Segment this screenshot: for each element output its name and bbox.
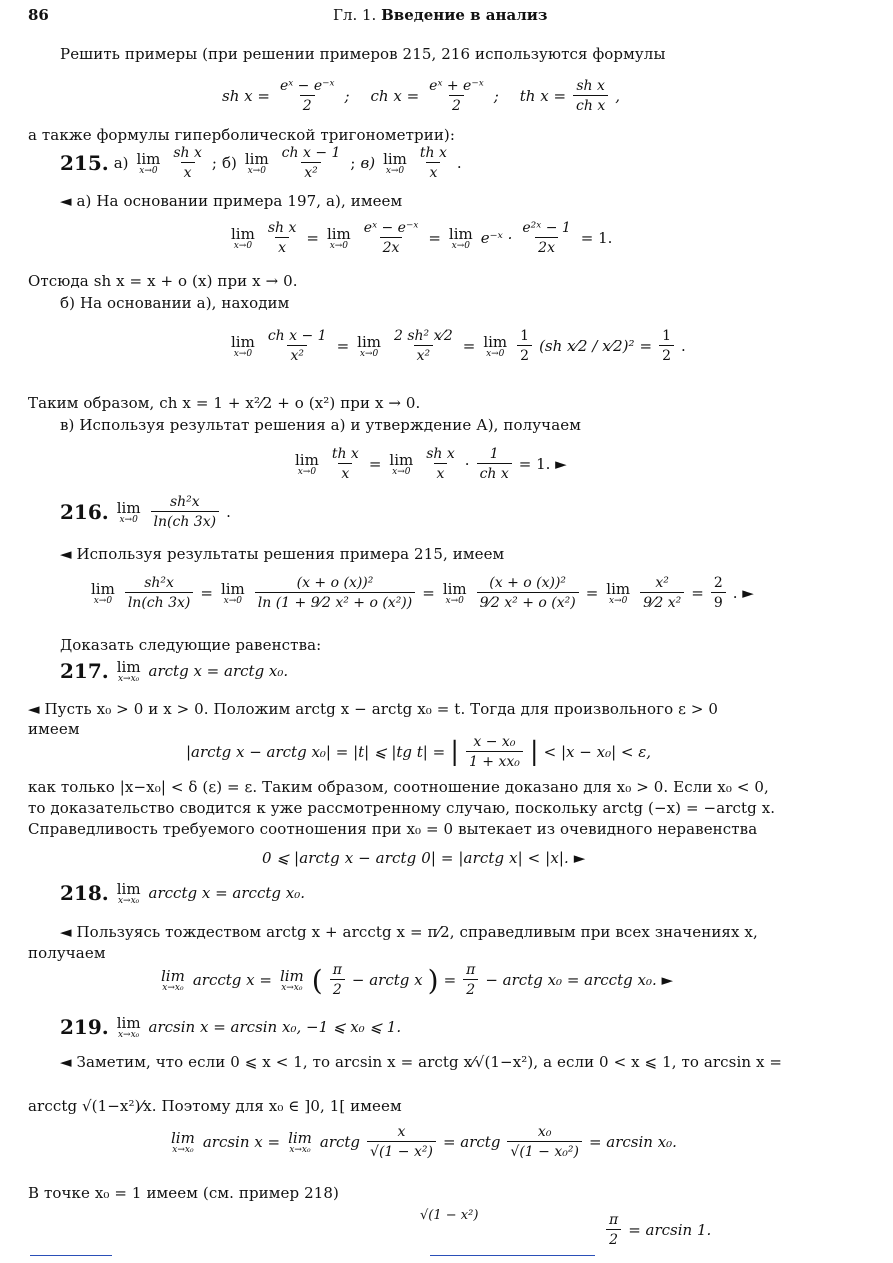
numerator: ch x − 1 <box>267 328 327 344</box>
numerator: 2 sh² x⁄2 <box>393 328 453 344</box>
limit <box>137 150 161 176</box>
limit <box>357 333 381 359</box>
lim-word: lim <box>326 225 351 243</box>
text-line: то доказательство сводится к уже рассмотренному случаю, поскольку arctg (−x) = −arctg x. <box>28 799 776 817</box>
lim-sub: x→0 <box>486 349 505 359</box>
limit <box>161 967 185 993</box>
limit <box>280 967 304 993</box>
problem-217 <box>60 658 288 684</box>
lim-sub: x→0 <box>233 349 253 359</box>
expr: arcctg x = <box>192 971 272 989</box>
denominator: 2 <box>659 345 674 364</box>
numerator: (x + o (x))² <box>296 575 374 591</box>
denominator: 9⁄2 x² + o (x²) <box>477 592 579 611</box>
expr: − arctg x₀ = arcctg x₀. ► <box>485 971 674 989</box>
lim-word: lim <box>442 580 467 598</box>
denominator: x <box>434 463 448 482</box>
running-header <box>333 6 548 24</box>
limit <box>171 1129 195 1155</box>
lim-sub: x→0 <box>445 596 464 606</box>
denominator: x <box>426 162 440 181</box>
problem-219 <box>60 1014 401 1040</box>
problem-216: 216. lim x→0 $\frac{\text{sh²x}}{\ln(ch 3x)}$ . <box>60 494 231 530</box>
limit <box>327 225 351 251</box>
fraction <box>391 328 456 364</box>
lim-word: lim <box>136 150 161 168</box>
denominator: 2 <box>330 979 345 998</box>
expr: |arctg x − arctg x₀| = |t| ⩽ |tg t| = <box>186 743 446 761</box>
separator: ; <box>493 87 499 105</box>
lim-word: lim <box>116 880 141 898</box>
lim-word: lim <box>171 1129 195 1147</box>
lim-word: lim <box>161 967 185 985</box>
numerator: 1 <box>662 328 672 344</box>
sh-fraction <box>277 78 338 114</box>
fraction <box>265 220 300 256</box>
lim-sub: x→x₀ <box>162 983 184 993</box>
limit <box>443 580 467 606</box>
fraction <box>279 145 344 181</box>
th-numerator: sh x <box>576 78 605 94</box>
fraction <box>170 145 205 181</box>
problem-number: 216. <box>60 500 109 524</box>
lim-word: lim <box>244 150 269 168</box>
limit <box>117 880 141 906</box>
result: . ► <box>732 584 754 602</box>
equation <box>168 1124 677 1160</box>
fraction <box>255 575 415 611</box>
fraction <box>125 575 194 611</box>
hyperbolic-definitions <box>222 78 620 114</box>
limit <box>606 580 630 606</box>
denominator: x <box>275 237 289 256</box>
denominator: ch x <box>477 463 512 482</box>
fraction <box>519 220 573 256</box>
statement: arcsin x = arcsin x₀, −1 ⩽ x₀ ⩽ 1. <box>148 1018 402 1036</box>
lim-sub: x→0 <box>297 467 317 477</box>
lim-word: lim <box>279 967 304 985</box>
fraction <box>659 328 674 364</box>
problem-218 <box>60 880 305 906</box>
lim-word: lim <box>116 658 141 676</box>
denominator: 9 <box>711 592 726 611</box>
sh-label: sh x = <box>222 87 270 105</box>
fraction <box>361 220 422 256</box>
text-line: имеем <box>28 720 80 738</box>
denominator: x² <box>301 162 321 181</box>
lim-sub: x→0 <box>119 515 138 525</box>
numerator: e²ˣ − 1 <box>522 220 571 236</box>
fraction <box>151 494 220 530</box>
solution-line: б) На основании а), находим <box>60 294 290 312</box>
problem-number: 219. <box>60 1015 109 1039</box>
text-line: ◄ Пользуясь тождеством arctg x + arcctg x = π⁄2, справедливым при всех значениях x, <box>60 923 758 941</box>
denominator: ln (1 + 9⁄2 x² + o (x²)) <box>255 592 415 611</box>
fraction <box>329 446 362 482</box>
denominator: ln(ch 3x) <box>125 592 194 611</box>
denominator: 2 <box>606 1229 621 1248</box>
intro-line: Решить примеры (при решении примеров 215, 216 используются формулы <box>60 45 666 63</box>
lim-word: lim <box>116 1014 141 1032</box>
lim-word: lim <box>231 225 255 243</box>
limit <box>117 499 141 525</box>
limit <box>231 225 255 251</box>
numerator: sh²x <box>144 575 174 591</box>
lim-sub: x→0 <box>609 596 628 606</box>
limit <box>117 658 141 684</box>
numerator: 2 <box>713 575 723 591</box>
denominator: 1 + xx₀ <box>466 751 523 770</box>
lim-sub: x→0 <box>139 166 158 176</box>
chapter-title: Введение в анализ <box>381 6 548 24</box>
ch-denominator: 2 <box>449 95 464 114</box>
fraction <box>606 1212 621 1248</box>
numerator: sh x <box>267 220 297 236</box>
text-line: arcctg √(1−x²)⁄x. Поэтому для x₀ ∈ ]0, 1[ имеем <box>28 1097 402 1115</box>
numerator: th x <box>331 446 359 462</box>
separator: ; <box>344 87 350 105</box>
text-line: ◄ Заметим, что если 0 ⩽ x < 1, то arcsin x = arctg x⁄√(1−x²), а если 0 < x ⩽ 1, то arcsin x = <box>60 1053 783 1071</box>
solution-line: в) Используя результат решения а) и утверждение А), получаем <box>60 416 581 434</box>
th-fraction <box>573 78 608 114</box>
text-line: Справедливость требуемого соотношения при x₀ = 0 вытекает из очевидного неравенства <box>28 820 758 838</box>
denominator: √(1 − x₀²) <box>507 1141 582 1160</box>
factor: e⁻ˣ · <box>480 229 513 247</box>
lim-word: lim <box>288 1129 312 1147</box>
lim-sub: x→x₀ <box>172 1145 194 1155</box>
lim-word: lim <box>448 225 473 243</box>
numerator: ch x − 1 <box>281 145 341 161</box>
fraction <box>367 1124 436 1160</box>
text-line: Отсюда sh x = x + o (x) при x → 0. <box>28 272 298 290</box>
fraction <box>507 1124 582 1160</box>
problem-215: 215. а) lim x→0 $\frac{\text{sh x}}{x}$ ; б) lim x→0 $\frac{\text{ch x − 1}}{\text{x²}}$ ; в) lim x→0 $\frac{\text{th x}}{x}$ . <box>60 145 462 181</box>
lim-word: lim <box>606 580 631 598</box>
lim-sub: x→0 <box>247 166 266 176</box>
lim-sub: x→x₀ <box>117 1030 140 1040</box>
lim-word: lim <box>295 451 319 469</box>
problem-number: 215. <box>60 151 109 175</box>
numerator: th x <box>419 145 447 161</box>
limit <box>295 451 319 477</box>
item-label: а) <box>113 154 129 172</box>
limit <box>221 580 245 606</box>
fraction <box>517 328 532 364</box>
item-label: в) <box>360 154 376 172</box>
ch-fraction <box>426 78 487 114</box>
denominator: ln(ch 3x) <box>151 511 220 530</box>
denominator: 2x <box>380 237 403 256</box>
solution-line: ◄ Используя результаты решения примера 215, имеем <box>60 545 505 563</box>
ch-numerator: eˣ + e⁻ˣ <box>429 78 484 94</box>
fraction <box>477 446 512 482</box>
section-heading: Доказать следующие равенства: <box>60 636 322 654</box>
lim-word: lim <box>389 451 414 469</box>
result: = arcsin x₀. <box>588 1133 677 1151</box>
limit <box>288 1129 312 1155</box>
th-label: th x = <box>519 87 567 105</box>
equation: lim x→0 $\frac{\text{sh x}}{x}$ = lim x→0 $\frac{\text{eˣ − e⁻ˣ}}{2x}$ = lim x→0 e⁻ˣ · $\frac{\text{e²ˣ − 1}}{2x}$ = 1. <box>231 220 613 256</box>
numerator: x₀ <box>537 1124 552 1140</box>
numerator: π <box>466 962 476 978</box>
denominator: 2 <box>463 979 478 998</box>
intro-line: а также формулы гиперболической тригонометрии): <box>28 126 456 144</box>
limit <box>117 1014 141 1040</box>
problem-number: 217. <box>60 659 109 683</box>
result: = arcsin 1. <box>628 1221 712 1239</box>
lim-sub: x→x₀ <box>281 983 303 993</box>
denominator: x² <box>414 345 434 364</box>
numerator: x − x₀ <box>473 734 516 750</box>
denominator: 2 <box>517 345 532 364</box>
lim-word: lim <box>116 499 141 517</box>
limit <box>231 333 255 359</box>
cut-off-equation <box>604 1212 711 1248</box>
lim-word: lim <box>220 580 245 598</box>
lim-word: lim <box>357 333 381 351</box>
sh-denominator: 2 <box>300 95 315 114</box>
numerator: x² <box>655 575 669 591</box>
lim-sub: x→x₀ <box>289 1145 311 1155</box>
lim-sub: x→0 <box>223 596 243 606</box>
equation: lim x→x₀ arcctg x = lim x→x₀ ( $\frac{\pi}{2}$ − arctg x ) = $\frac{\pi}{2}$ − arctg x₀ = arcctg x₀. ► <box>161 962 674 998</box>
numerator: π <box>609 1212 619 1228</box>
fraction <box>477 575 579 611</box>
fraction <box>330 962 345 998</box>
lim-sub: x→0 <box>233 241 253 251</box>
limit <box>91 580 115 606</box>
numerator: 1 <box>520 328 530 344</box>
lim-sub: x→0 <box>359 349 379 359</box>
denominator: x <box>181 162 195 181</box>
numerator: eˣ − e⁻ˣ <box>363 220 419 236</box>
comma: , <box>615 87 621 105</box>
lim-sub: x→x₀ <box>117 896 140 906</box>
underline-mark <box>430 1255 595 1256</box>
lim-word: lim <box>383 150 407 168</box>
text-line: получаем <box>28 944 106 962</box>
numerator: (x + o (x))² <box>489 575 567 591</box>
statement: arctg x = arctg x₀. <box>148 662 289 680</box>
numerator: π <box>332 962 342 978</box>
lim-sub: x→0 <box>451 241 470 251</box>
fraction <box>417 145 450 181</box>
numerator: sh x <box>173 145 202 161</box>
lim-sub: x→x₀ <box>117 674 140 684</box>
limit <box>245 150 269 176</box>
statement: arcctg x = arcctg x₀. <box>148 884 305 902</box>
text-line: Таким образом, ch x = 1 + x²⁄2 + o (x²) при x → 0. <box>28 394 421 412</box>
expr: arcsin x = <box>202 1133 281 1151</box>
denominator: x² <box>287 345 307 364</box>
text-line: как только |x−x₀| < δ (ε) = ε. Таким образом, соотношение доказано для x₀ > 0. Если x₀ < 0, <box>28 778 769 796</box>
equation: |arctg x − arctg x₀| = |t| ⩽ |tg t| = | $\frac{\text{x − x₀}}{\text{1 + xx₀}}$ | < |x − x₀| < ε, <box>186 734 652 770</box>
page-number: 86 <box>28 6 49 24</box>
equation: lim x→0 $\frac{\text{ch x − 1}}{\text{x²}}$ = lim x→0 $\frac{\text{2 sh² x⁄2}}{\text{x²}}$ = lim x→0 $\frac{1}{2}$ (sh x⁄2 / x⁄2)² = $\frac{1}{2}$ . <box>231 328 686 364</box>
expr: arctg <box>319 1133 361 1151</box>
chapter-label: Гл. 1. <box>333 6 377 24</box>
result: = 1. ► <box>518 455 567 473</box>
expr: < |x − x₀| < ε, <box>543 743 652 761</box>
result: = 1. <box>580 229 613 247</box>
lim-sub: x→0 <box>329 241 349 251</box>
fraction <box>423 446 458 482</box>
fraction <box>711 575 726 611</box>
lim-sub: x→0 <box>392 467 411 477</box>
expr: − arctg x <box>351 971 423 989</box>
limit <box>383 150 407 176</box>
equation: lim x→0 $\frac{\text{th x}}{x}$ = lim x→0 $\frac{\text{sh x}}{x}$ · $\frac{1}{\text{ch x}}$ = 1. ► <box>295 446 567 482</box>
limit <box>449 225 473 251</box>
expr: = arctg <box>442 1133 501 1151</box>
numerator: sh x <box>426 446 455 462</box>
cut-off-expression: √(1 − x²) <box>420 1208 479 1223</box>
sh-numerator: eˣ − e⁻ˣ <box>279 78 335 94</box>
lim-sub: x→0 <box>93 596 113 606</box>
solution-line: ◄ а) На основании примера 197, а), имеем <box>60 192 403 210</box>
equation: lim x→0 $\frac{\text{sh²x}}{\ln(ch 3x)}$ = lim x→0 $\frac{\text{(x + o (x))²}}{\text{ln (1 + 9⁄2 x² + o (x²))}}$ = lim x→0 $\frac{\text{(x + o (x))²}}{\text{9⁄2 x² + o (x²)}}$ = lim x→0 $\frac{\text{x²}}{\text{9⁄2 x²}}$ = $\frac{2}{9}$ . ► <box>91 575 754 611</box>
fraction <box>265 328 330 364</box>
ch-label: ch x = <box>370 87 420 105</box>
item-label: б) <box>221 154 237 172</box>
th-denominator: ch x <box>573 95 608 114</box>
limit <box>483 333 507 359</box>
equation: 0 ⩽ |arctg x − arctg 0| = |arctg x| < |x|. ► <box>262 849 586 867</box>
lim-sub: x→0 <box>385 166 405 176</box>
problem-number: 218. <box>60 881 109 905</box>
numerator: sh²x <box>169 494 200 510</box>
denominator: √(1 − x²) <box>367 1141 436 1160</box>
denominator: x <box>338 463 352 482</box>
limit <box>389 451 413 477</box>
fraction <box>466 734 523 770</box>
lim-word: lim <box>91 580 115 598</box>
lim-word: lim <box>483 333 508 351</box>
lim-word: lim <box>231 333 255 351</box>
denominator: 9⁄2 x² <box>640 592 684 611</box>
text-line: ◄ Пусть x₀ > 0 и x > 0. Положим arctg x − arctg x₀ = t. Тогда для произвольного ε > 0 <box>28 700 718 718</box>
numerator: x <box>397 1124 406 1140</box>
fraction <box>463 962 478 998</box>
underline-mark <box>30 1255 112 1256</box>
numerator: 1 <box>489 446 499 462</box>
text-line: В точке x₀ = 1 имеем (см. пример 218) <box>28 1184 339 1202</box>
denominator: 2x <box>535 237 558 256</box>
fraction <box>640 575 684 611</box>
squared-term: (sh x⁄2 / x⁄2)² <box>539 337 635 355</box>
